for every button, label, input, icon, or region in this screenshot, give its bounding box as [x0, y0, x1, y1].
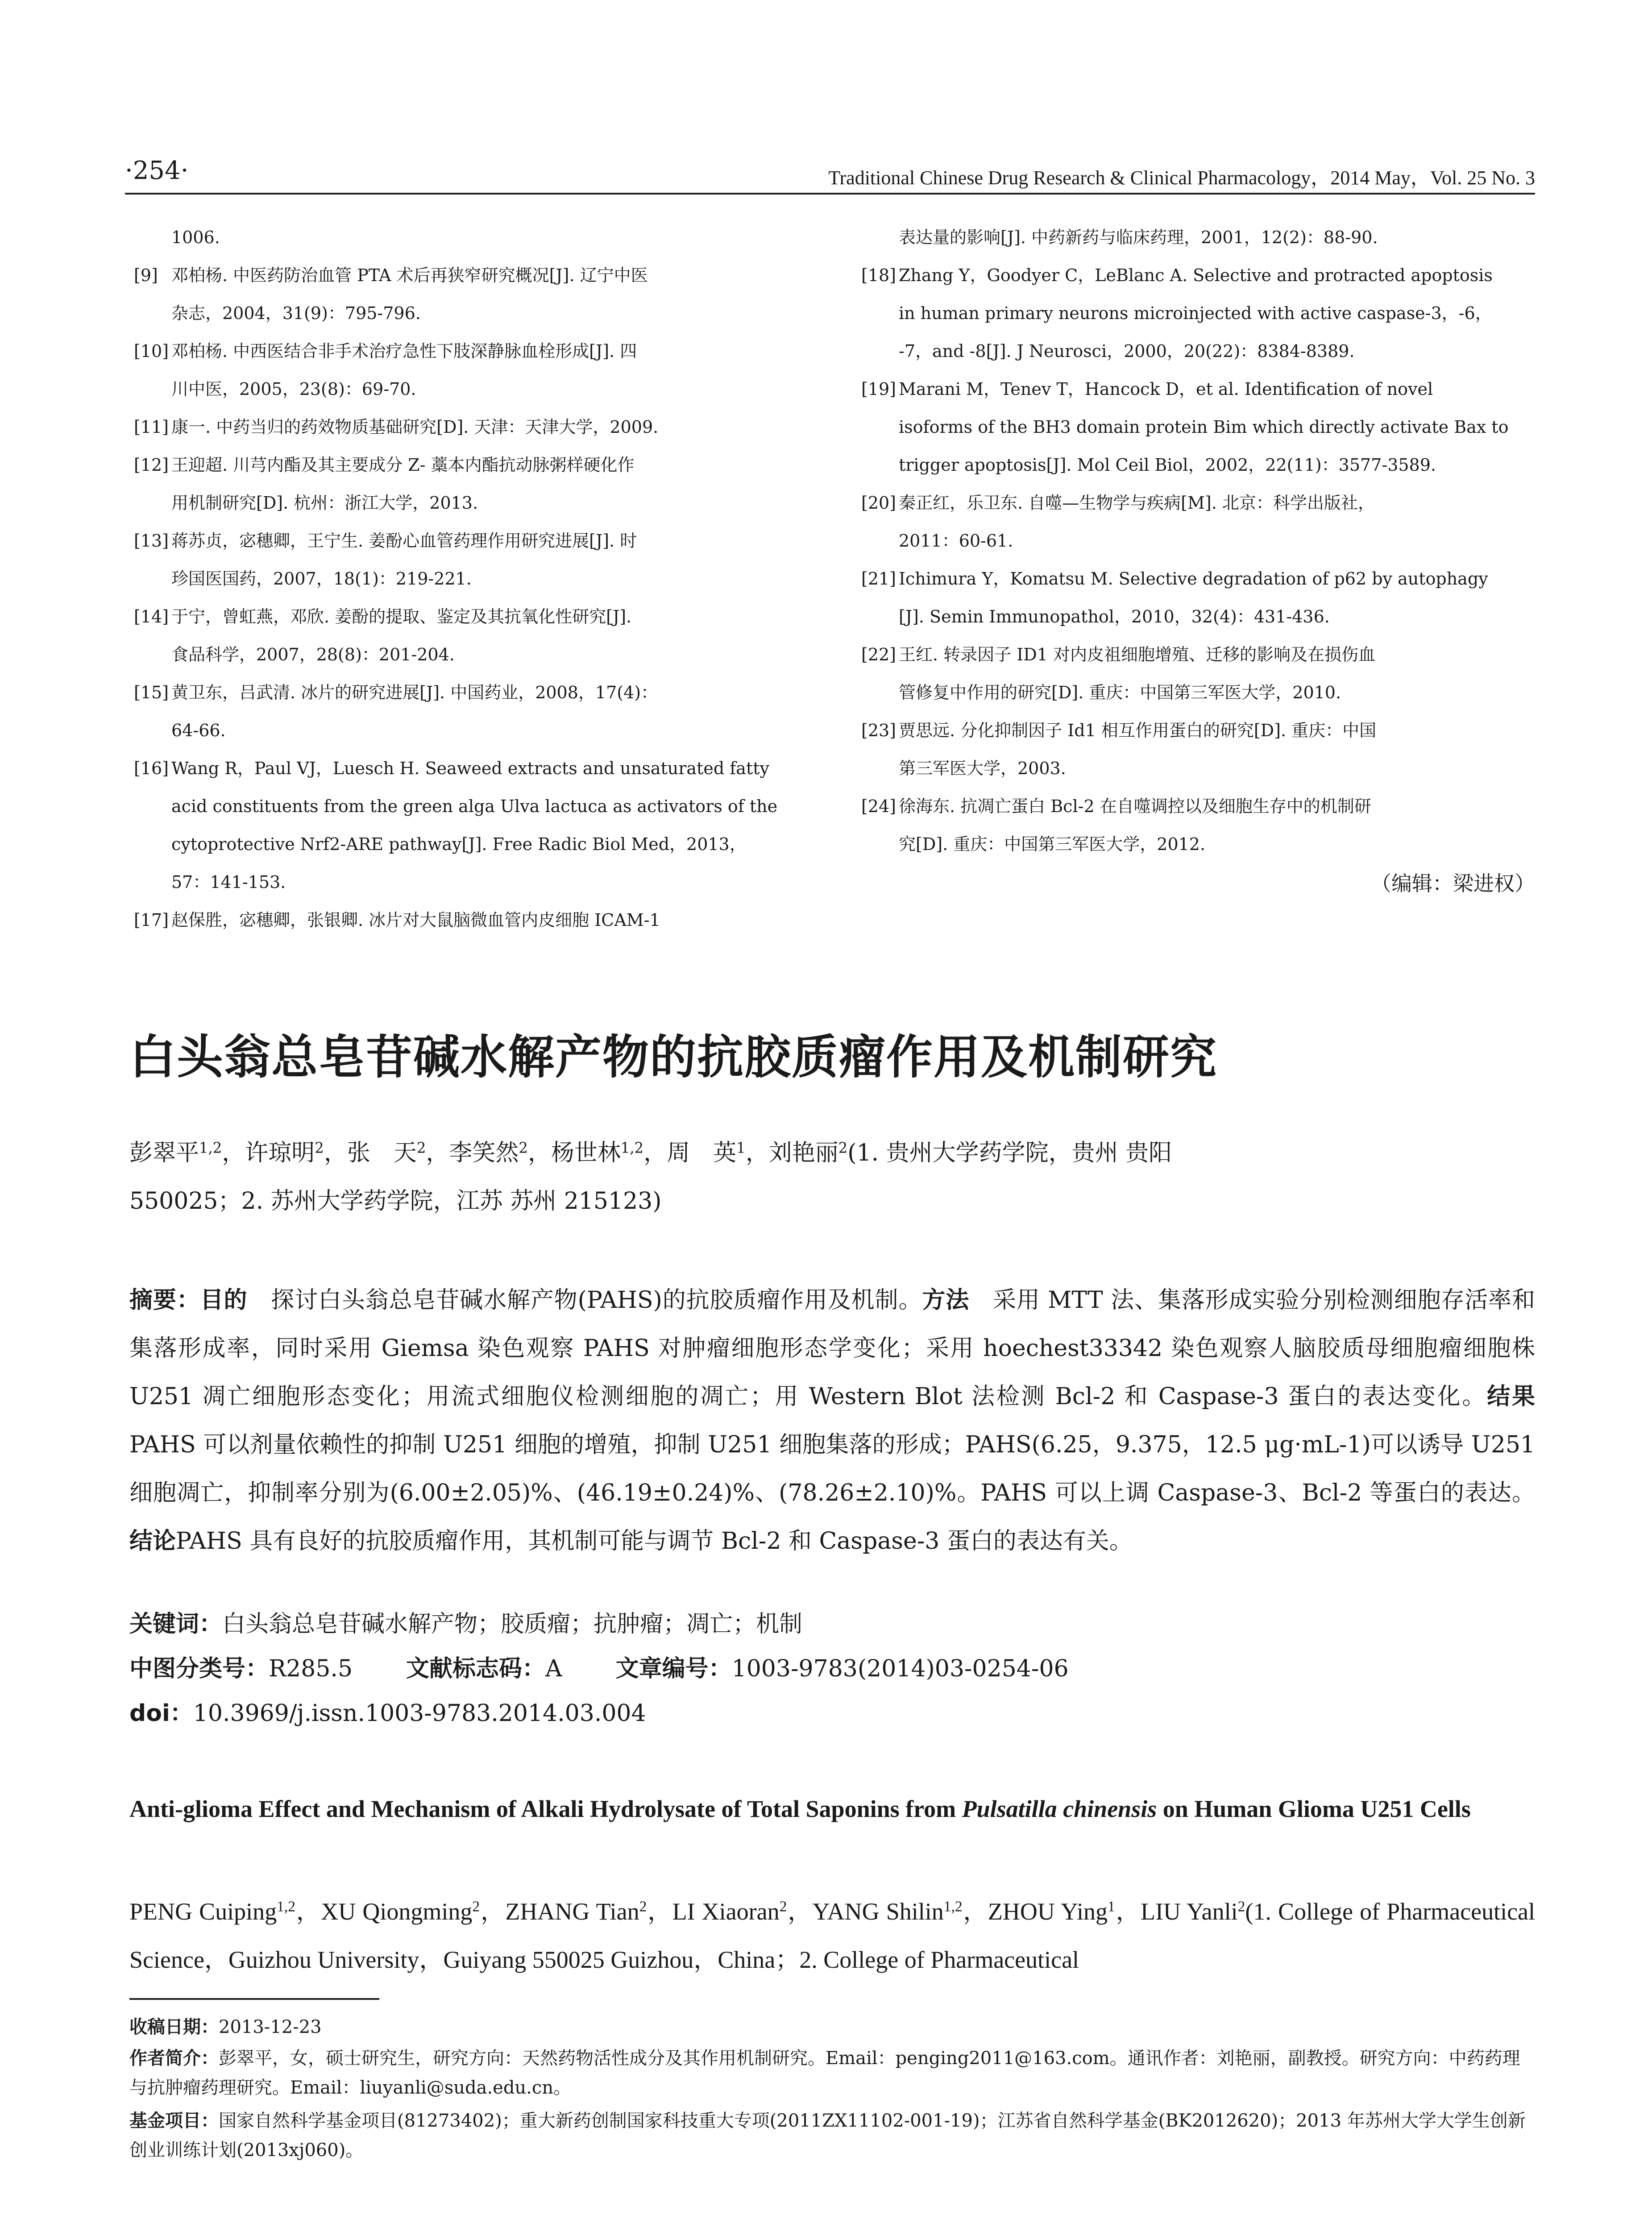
clc-label: 中图分类号： [129, 1655, 269, 1682]
method-label: 方法 [922, 1287, 970, 1314]
keywords-label: 关键词： [129, 1611, 223, 1638]
reference-item [134, 750, 808, 901]
article-number-value: 1003-9783(2014)03-0254-06 [731, 1655, 1069, 1682]
reference-line: cytoprotective Nrf2-ARE pathway[J]. Free Radic Biol Med，2013， [171, 834, 747, 854]
reference-line: 赵保胜，宓穗卿，张银卿. 冰片对大鼠脑微血管内皮细胞 ICAM-1 [171, 910, 660, 930]
article-number-label: 文章编号： [615, 1655, 732, 1682]
reference-line: 王红. 转录因子 ID1 对内皮祖细胞增殖、迁移的影响及在损伤血 [899, 645, 1375, 664]
reference-number: [20] [861, 493, 897, 513]
reference-item [861, 560, 1535, 636]
reference-item [134, 598, 808, 674]
reference-line: Marani M，Tenev T，Hancock D，et al. Identification of novel [899, 379, 1433, 399]
english-title-italic: Pulsatilla chinensis [962, 1796, 1157, 1822]
reference-number: [11] [134, 417, 169, 437]
conclusion-label: 结论 [129, 1528, 176, 1555]
english-title-part-a: Anti-glioma Effect and Mechanism of Alkali Hydrolysate of Total Saponins from [129, 1796, 962, 1822]
reference-number: [12] [134, 455, 169, 475]
reference-number: [23] [861, 721, 897, 740]
keywords-line [129, 1602, 1535, 1646]
doi-label: doi： [129, 1700, 193, 1727]
reference-line: 邓柏杨. 中西医结合非手术治疗急性下肢深静脉血栓形成[J]. 四 [171, 341, 637, 361]
header-rule [125, 193, 1535, 195]
method-text: 采用 MTT 法、集落形成实验分别检测细胞存活率和集落形成率，同时采用 Giemsa 染色观察 PAHS 对肿瘤细胞形态学变化；采用 hoechest33342 染色观察人脑胶质母细胞瘤细胞株 U251 凋亡细胞形态变化；用流式细胞仪检测细胞的凋亡；用 Western Blot 法检测 Bcl-2 和 Caspase-3 蛋白的表达变化。 [129, 1287, 1535, 1410]
result-label: 结果 [1487, 1383, 1535, 1410]
objective-label: 目的 [200, 1287, 248, 1314]
classification-line [129, 1646, 1535, 1691]
keywords-value: 白头翁总皂苷碱水解产物；胶质瘤；抗肿瘤；凋亡；机制 [222, 1611, 803, 1638]
reference-line: 邓柏杨. 中医药防治血管 PTA 术后再狭窄研究概况[J]. 辽宁中医 [171, 265, 648, 285]
page-number: ·254· [125, 156, 189, 185]
reference-number: [17] [134, 910, 169, 930]
reference-number: [15] [134, 683, 169, 702]
author-line-2: 550025；2. 苏州大学药学院，江苏 苏州 215123) [129, 1188, 662, 1215]
reference-number: [19] [861, 379, 897, 399]
reference-line: Ichimura Y，Komatsu M. Selective degradation of p62 by autophagy [899, 569, 1488, 589]
journal-header: Traditional Chinese Drug Research & Clinical Pharmacology，2014 May，Vol. 25 No. 3 [828, 167, 1535, 189]
references-right-column [861, 219, 1535, 904]
reference-item [861, 219, 1535, 257]
reference-line: 徐海东. 抗凋亡蛋白 Bcl-2 在自噬调控以及细胞生存中的机制研 [899, 796, 1371, 816]
reference-item [134, 674, 808, 750]
reference-item [134, 446, 808, 522]
reference-number: [24] [861, 796, 897, 816]
reference-number: [16] [134, 759, 169, 778]
references-left-column [134, 219, 808, 939]
bio-text: 彭翠平，女，硕士研究生，研究方向：天然药物活性成分及其作用机制研究。Email：penging2011@163.com。通讯作者：刘艳丽，副教授。研究方向：中药药理与抗肿瘤药理研究。Email：liuyanli@suda.edu.cn。 [129, 2048, 1520, 2098]
reference-line: 1006. [171, 228, 220, 247]
reference-item [134, 522, 808, 598]
reference-line: 王迎超. 川芎内酯及其主要成分 Z- 藁本内酯抗动脉粥样硬化作 [171, 455, 635, 475]
reference-item [861, 636, 1535, 712]
reference-line: acid constituents from the green alga Ulva lactuca as activators of the [171, 796, 778, 816]
abstract [129, 1276, 1535, 1565]
reference-item [134, 332, 808, 408]
reference-line: 食品科学，2007，28(8)：201-204. [171, 645, 455, 664]
result-text: PAHS 可以剂量依赖性的抑制 U251 细胞的增殖，抑制 U251 细胞集落的形成；PAHS(6.25，9.375，12.5 μg·mL-1)可以诱导 U251 细胞凋亡，抑制率分别为(6.00±2.05)%、(46.19±0.24)%、(78.26±2.10)%。PAHS 可以上调 Caspase-3、Bcl-2 等蛋白的表达。 [129, 1431, 1535, 1506]
reference-line: [J]. Semin Immunopathol，2010，32(4)：431-436. [899, 607, 1330, 626]
reference-line: 管修复中作用的研究[D]. 重庆：中国第三军医大学，2010. [899, 683, 1341, 702]
author-line-1: 彭翠平$^{1,2}$，许琼明$^2$，张 天$^2$，李笑然$^2$，杨世林$^{1,2}$，周 英$^1$，刘艳丽$^2$(1. 贵州大学药学院，贵州 贵阳 [129, 1139, 1172, 1166]
reference-line: 康一. 中药当归的药效物质基础研究[D]. 天津：天津大学，2009. [171, 417, 659, 437]
reference-number: [21] [861, 569, 897, 589]
doi-value[interactable]: 10.3969/j.issn.1003-9783.2014.03.004 [193, 1700, 646, 1727]
reference-line: 于宁，曾虹燕，邓欣. 姜酚的提取、鉴定及其抗氧化性研究[J]. [171, 607, 632, 626]
reference-item [134, 257, 808, 332]
english-title [129, 1785, 1535, 1833]
english-title-part-b: on Human Glioma U251 Cells [1157, 1796, 1471, 1822]
abstract-label: 摘要： [129, 1287, 200, 1314]
conclusion-text: PAHS 具有良好的抗胶质瘤作用，其机制可能与调节 Bcl-2 和 Caspase-3 蛋白的表达有关。 [176, 1528, 1133, 1555]
reference-line: 57：141-153. [171, 872, 286, 892]
reference-number: [9] [134, 265, 158, 285]
reference-item [861, 370, 1535, 484]
footnote-funding [129, 2106, 1535, 2165]
reference-line: 究[D]. 重庆：中国第三军医大学，2012. [899, 834, 1206, 854]
reference-line: 贾思远. 分化抑制因子 Id1 相互作用蛋白的研究[D]. 重庆：中国 [899, 721, 1377, 740]
reference-line: trigger apoptosis[J]. Mol Ceil Biol，2002，22(11)：3577-3589. [899, 455, 1436, 475]
footnote-rule [129, 1998, 379, 2000]
fund-label: 基金项目： [129, 2111, 219, 2131]
bio-label: 作者简介： [129, 2048, 219, 2069]
reference-line: 第三军医大学，2003. [899, 759, 1066, 778]
reference-line: 2011：60-61. [899, 531, 1013, 551]
objective-text: 探讨白头翁总皂苷碱水解产物(PAHS)的抗胶质瘤作用及机制。 [271, 1287, 922, 1314]
reference-item [134, 901, 808, 939]
author-list [129, 1129, 1535, 1225]
footnote-author-bio [129, 2044, 1535, 2102]
reference-number: [10] [134, 341, 169, 361]
reference-line: 表达量的影响[J]. 中药新药与临床药理，2001，12(2)：88-90. [899, 228, 1378, 247]
reference-line: in human primary neurons microinjected with active caspase-3，-6， [899, 303, 1492, 323]
reference-line: -7，and -8[J]. J Neurosci，2000，20(22)：8384-8389. [899, 341, 1355, 361]
reference-item [861, 257, 1535, 370]
reference-line: isoforms of the BH3 domain protein Bim which directly activate Bax to [899, 417, 1509, 437]
clc-value: R285.5 [269, 1655, 353, 1682]
received-date: 2013-12-23 [219, 2017, 322, 2037]
article-title: 白头翁总皂苷碱水解产物的抗胶质瘤作用及机制研究 [129, 1030, 1218, 1084]
english-authors: PENG Cuiping$^{1,2}$，XU Qiongming$^2$，ZHANG Tian$^2$，LI Xiaoran$^2$，YANG Shilin$^{1,2}$，ZHOU Ying$^1$，LIU Yanli$^2$(1. College of Pharmaceutical Science，Guizhou University，Guiyang 550025 Guizhou，China；2. College of Pharmaceutical [129, 1898, 1536, 1973]
reference-line: 蒋苏贞，宓穗卿，王宁生. 姜酚心血管药理作用研究进展[J]. 时 [171, 531, 637, 551]
reference-number: [18] [861, 265, 897, 285]
editor-note: （编辑：梁进权） [1371, 871, 1535, 896]
fund-text: 国家自然科学基金项目(81273402)；重大新药创制国家科技重大专项(2011ZX11102-001-19)；江苏省自然科学基金(BK2012620)；2013 年苏州大学大学生创新创业训练计划(2013xj060)。 [129, 2111, 1526, 2161]
reference-line: 黄卫东，吕武清. 冰片的研究进展[J]. 中国药业，2008，17(4)： [171, 683, 658, 702]
reference-number: [22] [861, 645, 897, 664]
reference-line: 珍国医国药，2007，18(1)：219-221. [171, 569, 472, 589]
reference-line: Zhang Y，Goodyer C，LeBlanc A. Selective and protracted apoptosis [899, 265, 1493, 285]
reference-line: 川中医，2005，23(8)：69-70. [171, 379, 416, 399]
reference-item [134, 219, 808, 257]
reference-line: 用机制研究[D]. 杭州：浙江大学，2013. [171, 493, 478, 513]
footnote-received [129, 2012, 1535, 2042]
reference-item [861, 484, 1535, 560]
reference-line: 秦正红，乐卫东. 自噬—生物学与疾病[M]. 北京：科学出版社， [899, 493, 1375, 513]
reference-line: 杂志，2004，31(9)：795-796. [171, 303, 421, 323]
received-label: 收稿日期： [129, 2017, 219, 2037]
reference-line: Wang R，Paul VJ，Luesch H. Seaweed extracts and unsaturated fatty [171, 759, 769, 778]
reference-number: [13] [134, 531, 169, 551]
reference-item [861, 712, 1535, 788]
reference-number: [14] [134, 607, 169, 626]
doc-code-label: 文献标志码： [406, 1655, 546, 1682]
doc-code-value: A [545, 1655, 562, 1682]
doi-line [129, 1691, 1535, 1736]
reference-line: 64-66. [171, 721, 226, 740]
reference-item [134, 408, 808, 446]
reference-item [861, 788, 1535, 863]
